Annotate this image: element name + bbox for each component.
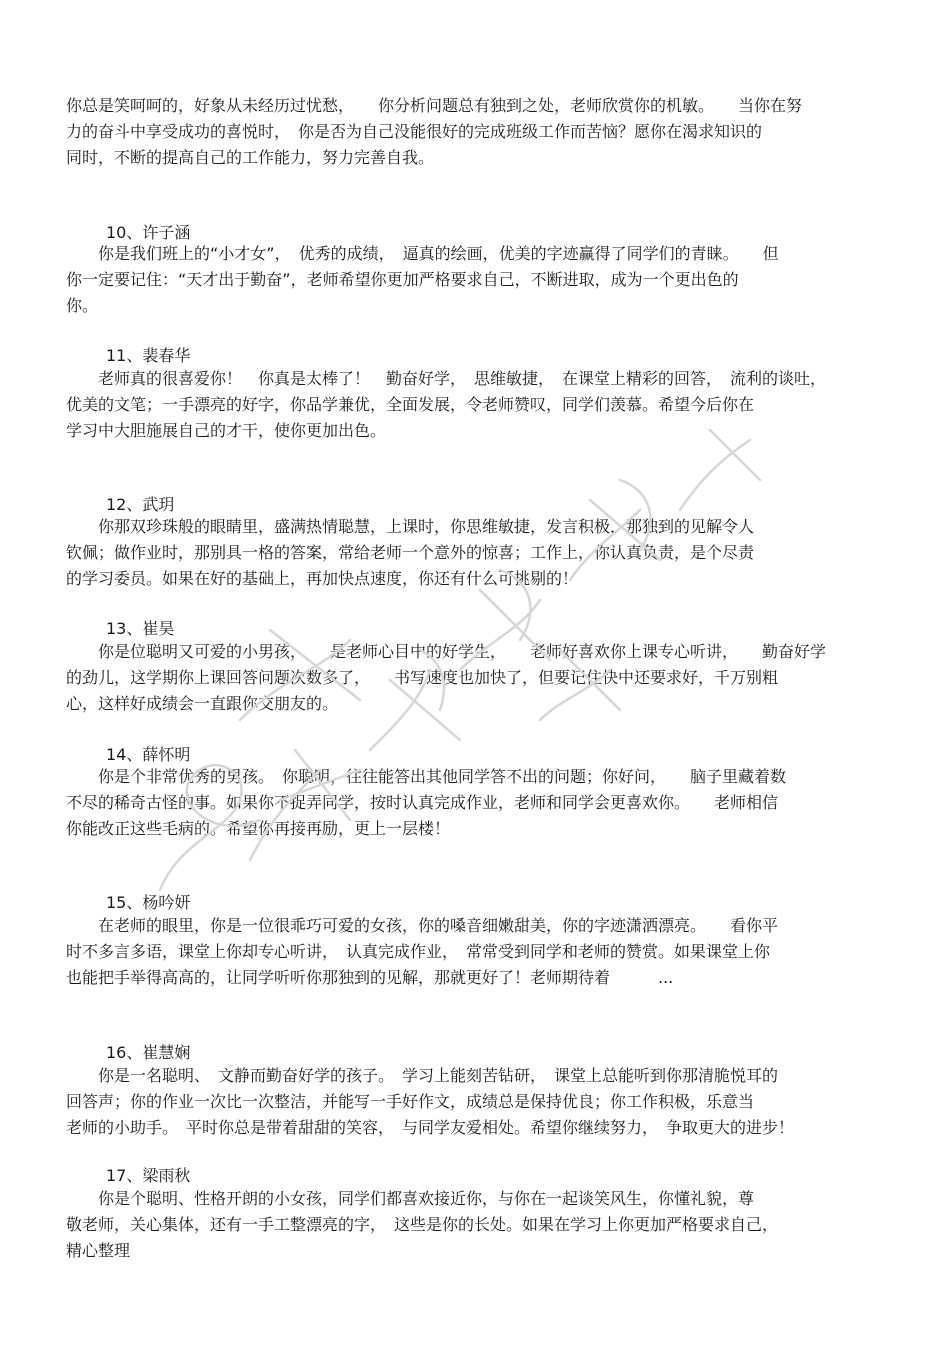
- entry-heading-11: 11、裴春华: [106, 346, 191, 365]
- paragraph-line: 老师的小助手。 平时你总是带着甜甜的笑容， 与同学友爱相处。希望你继续努力， 争取更大的进步！: [66, 1118, 795, 1137]
- paragraph-line: 你是个非常优秀的男孩。 你聪明，往往能答出其他同学答不出的问题；你好问， 脑子里藏着数: [66, 767, 787, 786]
- entry-comment-14: [66, 764, 886, 842]
- paragraph-line: 在老师的眼里，你是一位很乖巧可爱的女孩，你的嗓音细嫩甜美，你的字迹潇洒漂亮。 看你平: [66, 916, 779, 935]
- paragraph-line: 敬老师，关心集体，还有一手工整漂亮的字， 这些是你的长处。如果在学习上你更加严格要求自己，: [66, 1215, 779, 1234]
- entry-comment-12: [66, 514, 886, 592]
- paragraph-line: 你是个聪明、性格开朗的小女孩，同学们都喜欢接近你，与你在一起谈笑风生，你懂礼貌，尊: [66, 1189, 755, 1208]
- entry-comment-16: [66, 1063, 886, 1141]
- entry-heading-17: 17、梁雨秋: [106, 1166, 191, 1185]
- paragraph-line: 你是一名聪明、 文静而勤奋好学的孩子。 学习上能刻苦钻研， 课堂上总能听到你那清脆悦耳的: [66, 1066, 779, 1085]
- paragraph-line: 时不多言多语，课堂上你却专心听讲， 认真完成作业， 常常受到同学和老师的赞赏。如果课堂上你: [66, 942, 771, 961]
- entry-heading-10: 10、许子涵: [106, 223, 191, 242]
- paragraph-line: 你。: [66, 296, 99, 315]
- entry-comment-10: [66, 241, 886, 319]
- paragraph-line: 你一定要记住：“天才出于勤奋”，老师希望你更加严格要求自己，不断进取，成为一个更出色的: [66, 270, 739, 289]
- paragraph-line: 回答声；你的作业一次比一次整洁，并能写一手好作文，成绩总是保持优良；你工作积极，乐意当: [66, 1092, 755, 1111]
- entry-comment-17: [66, 1186, 886, 1264]
- entry-comment-15: [66, 913, 886, 991]
- paragraph-line: 精心整理: [66, 1241, 131, 1260]
- paragraph-line: 你是我们班上的“小才女”， 优秀的成绩， 逼真的绘画，优美的字迹赢得了同学们的青睐。 但: [66, 244, 779, 263]
- paragraph-line: 钦佩；做作业时，那别具一格的答案，常给老师一个意外的惊喜；工作上，你认真负责，是个尽责: [66, 543, 755, 562]
- paragraph-line: 你那双珍珠般的眼睛里，盛满热情聪慧，上课时，你思维敏捷，发言积极，那独到的见解令人: [66, 517, 755, 536]
- intro-paragraph: [66, 93, 886, 171]
- paragraph-line: 也能把手举得高高的，让同学听听你那独到的见解，那就更好了！老师期待着 ...: [66, 968, 674, 987]
- paragraph-line: 老师真的很喜爱你！ 你真是太棒了！ 勤奋好学， 思维敏捷， 在课堂上精彩的回答， 流利的谈吐，: [66, 369, 827, 388]
- paragraph-line: 你总是笑呵呵的，好象从未经历过忧愁， 你分析问题总有独到之处，老师欣赏你的机敏。 当你在努: [66, 96, 803, 115]
- entry-comment-13: [66, 639, 886, 717]
- paragraph-line: 的劲儿，这学期你上课回答问题次数多了， 书写速度也加快了，但要记住快中还要求好，千万别粗: [66, 668, 779, 687]
- paragraph-line: 优美的文笔；一手漂亮的好字，你品学兼优，全面发展，令老师赞叹，同学们羡慕。希望今后你在: [66, 395, 755, 414]
- paragraph-line: 你能改正这些毛病的。希望你再接再励，更上一层楼！: [66, 819, 451, 838]
- entry-heading-15: 15、杨吟妍: [106, 893, 191, 912]
- entry-heading-12: 12、武玥: [106, 495, 175, 514]
- entry-comment-11: [66, 366, 886, 444]
- entry-heading-14: 14、薛怀明: [106, 745, 191, 764]
- paragraph-line: 同时，不断的提高自己的工作能力，努力完善自我。: [66, 148, 435, 167]
- paragraph-line: 心，这样好成绩会一直跟你交朋友的。: [66, 694, 339, 713]
- entry-heading-13: 13、崔昊: [106, 619, 175, 638]
- paragraph-line: 不尽的稀奇古怪的事。如果你不捉弄同学，按时认真完成作业，老师和同学会更喜欢你。 老师相信: [66, 793, 779, 812]
- paragraph-line: 力的奋斗中享受成功的喜悦时， 你是否为自己没能很好的完成班级工作而苦恼？愿你在渴求知识的: [66, 122, 763, 141]
- paragraph-line: 学习中大胆施展自己的才干，使你更加出色。: [66, 421, 387, 440]
- paragraph-line: 你是位聪明又可爱的小男孩， 是老师心目中的好学生， 老师好喜欢你上课专心听讲， 勤奋好学: [66, 642, 827, 661]
- entry-heading-16: 16、崔慧娴: [106, 1043, 191, 1062]
- paragraph-line: 的学习委员。如果在好的基础上，再加快点速度，你还有什么可挑剔的！: [66, 569, 579, 588]
